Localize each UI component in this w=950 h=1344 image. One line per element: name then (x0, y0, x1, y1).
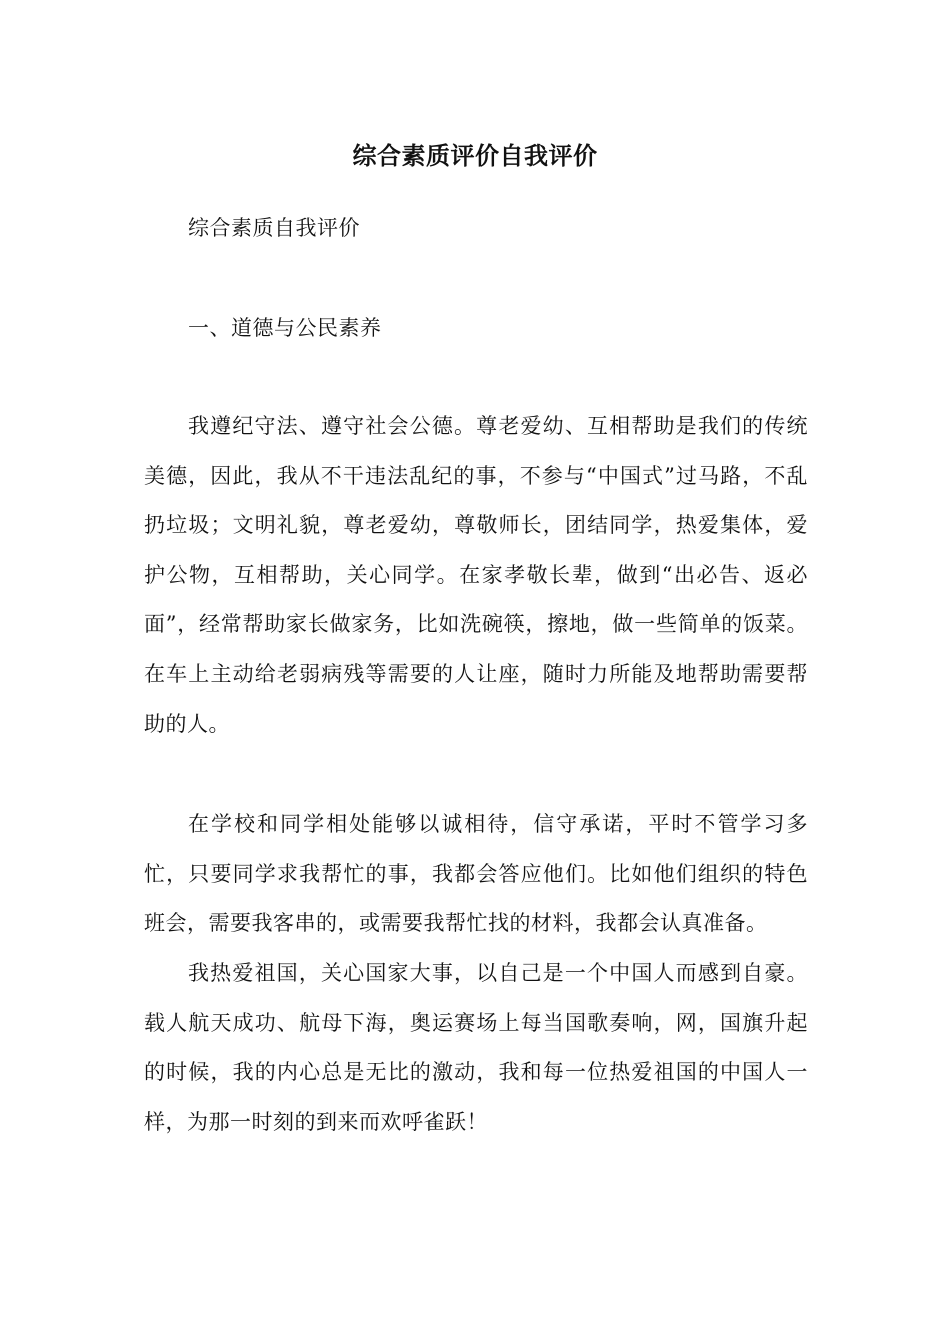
document-subtitle: 综合素质自我评价 (188, 216, 360, 240)
section-heading: 一、道德与公民素养 (188, 316, 382, 340)
document-title: 综合素质评价自我评价 (352, 141, 598, 170)
paragraph-school: 在学校和同学相处能够以诚相待，信守承诺，平时不管学习多忙，只要同学求我帮忙的事，我都会答应他们。比如他们组织的特色班会，需要我客串的，或需要我帮忙找的材料，我都会认真准备。 (144, 812, 808, 936)
paragraph-patriotism: 我热爱祖国，关心国家大事，以自己是一个中国人而感到自豪。载人航天成功、航母下海，奥运赛场上每当国歌奏响，网，国旗升起的时候，我的内心总是无比的激动，我和每一位热爱祖国的中国人一样，为那一时刻的到来而欢呼雀跃！ (144, 961, 808, 1134)
paragraph-morality: 我遵纪守法、遵守社会公德。尊老爱幼、互相帮助是我们的传统美德，因此，我从不干违法乱纪的事，不参与“中国式”过马路，不乱扔垃圾；文明礼貌，尊老爱幼，尊敬师长，团结同学，热爱集体，爱护公物，互相帮助，关心同学。在家孝敬长辈，做到“出必告、返必面”，经常帮助家长做家务，比如洗碗筷，擦地，做一些简单的饭菜。在车上主动给老弱病残等需要的人让座，随时力所能及地帮助需要帮助的人。 (144, 414, 808, 736)
